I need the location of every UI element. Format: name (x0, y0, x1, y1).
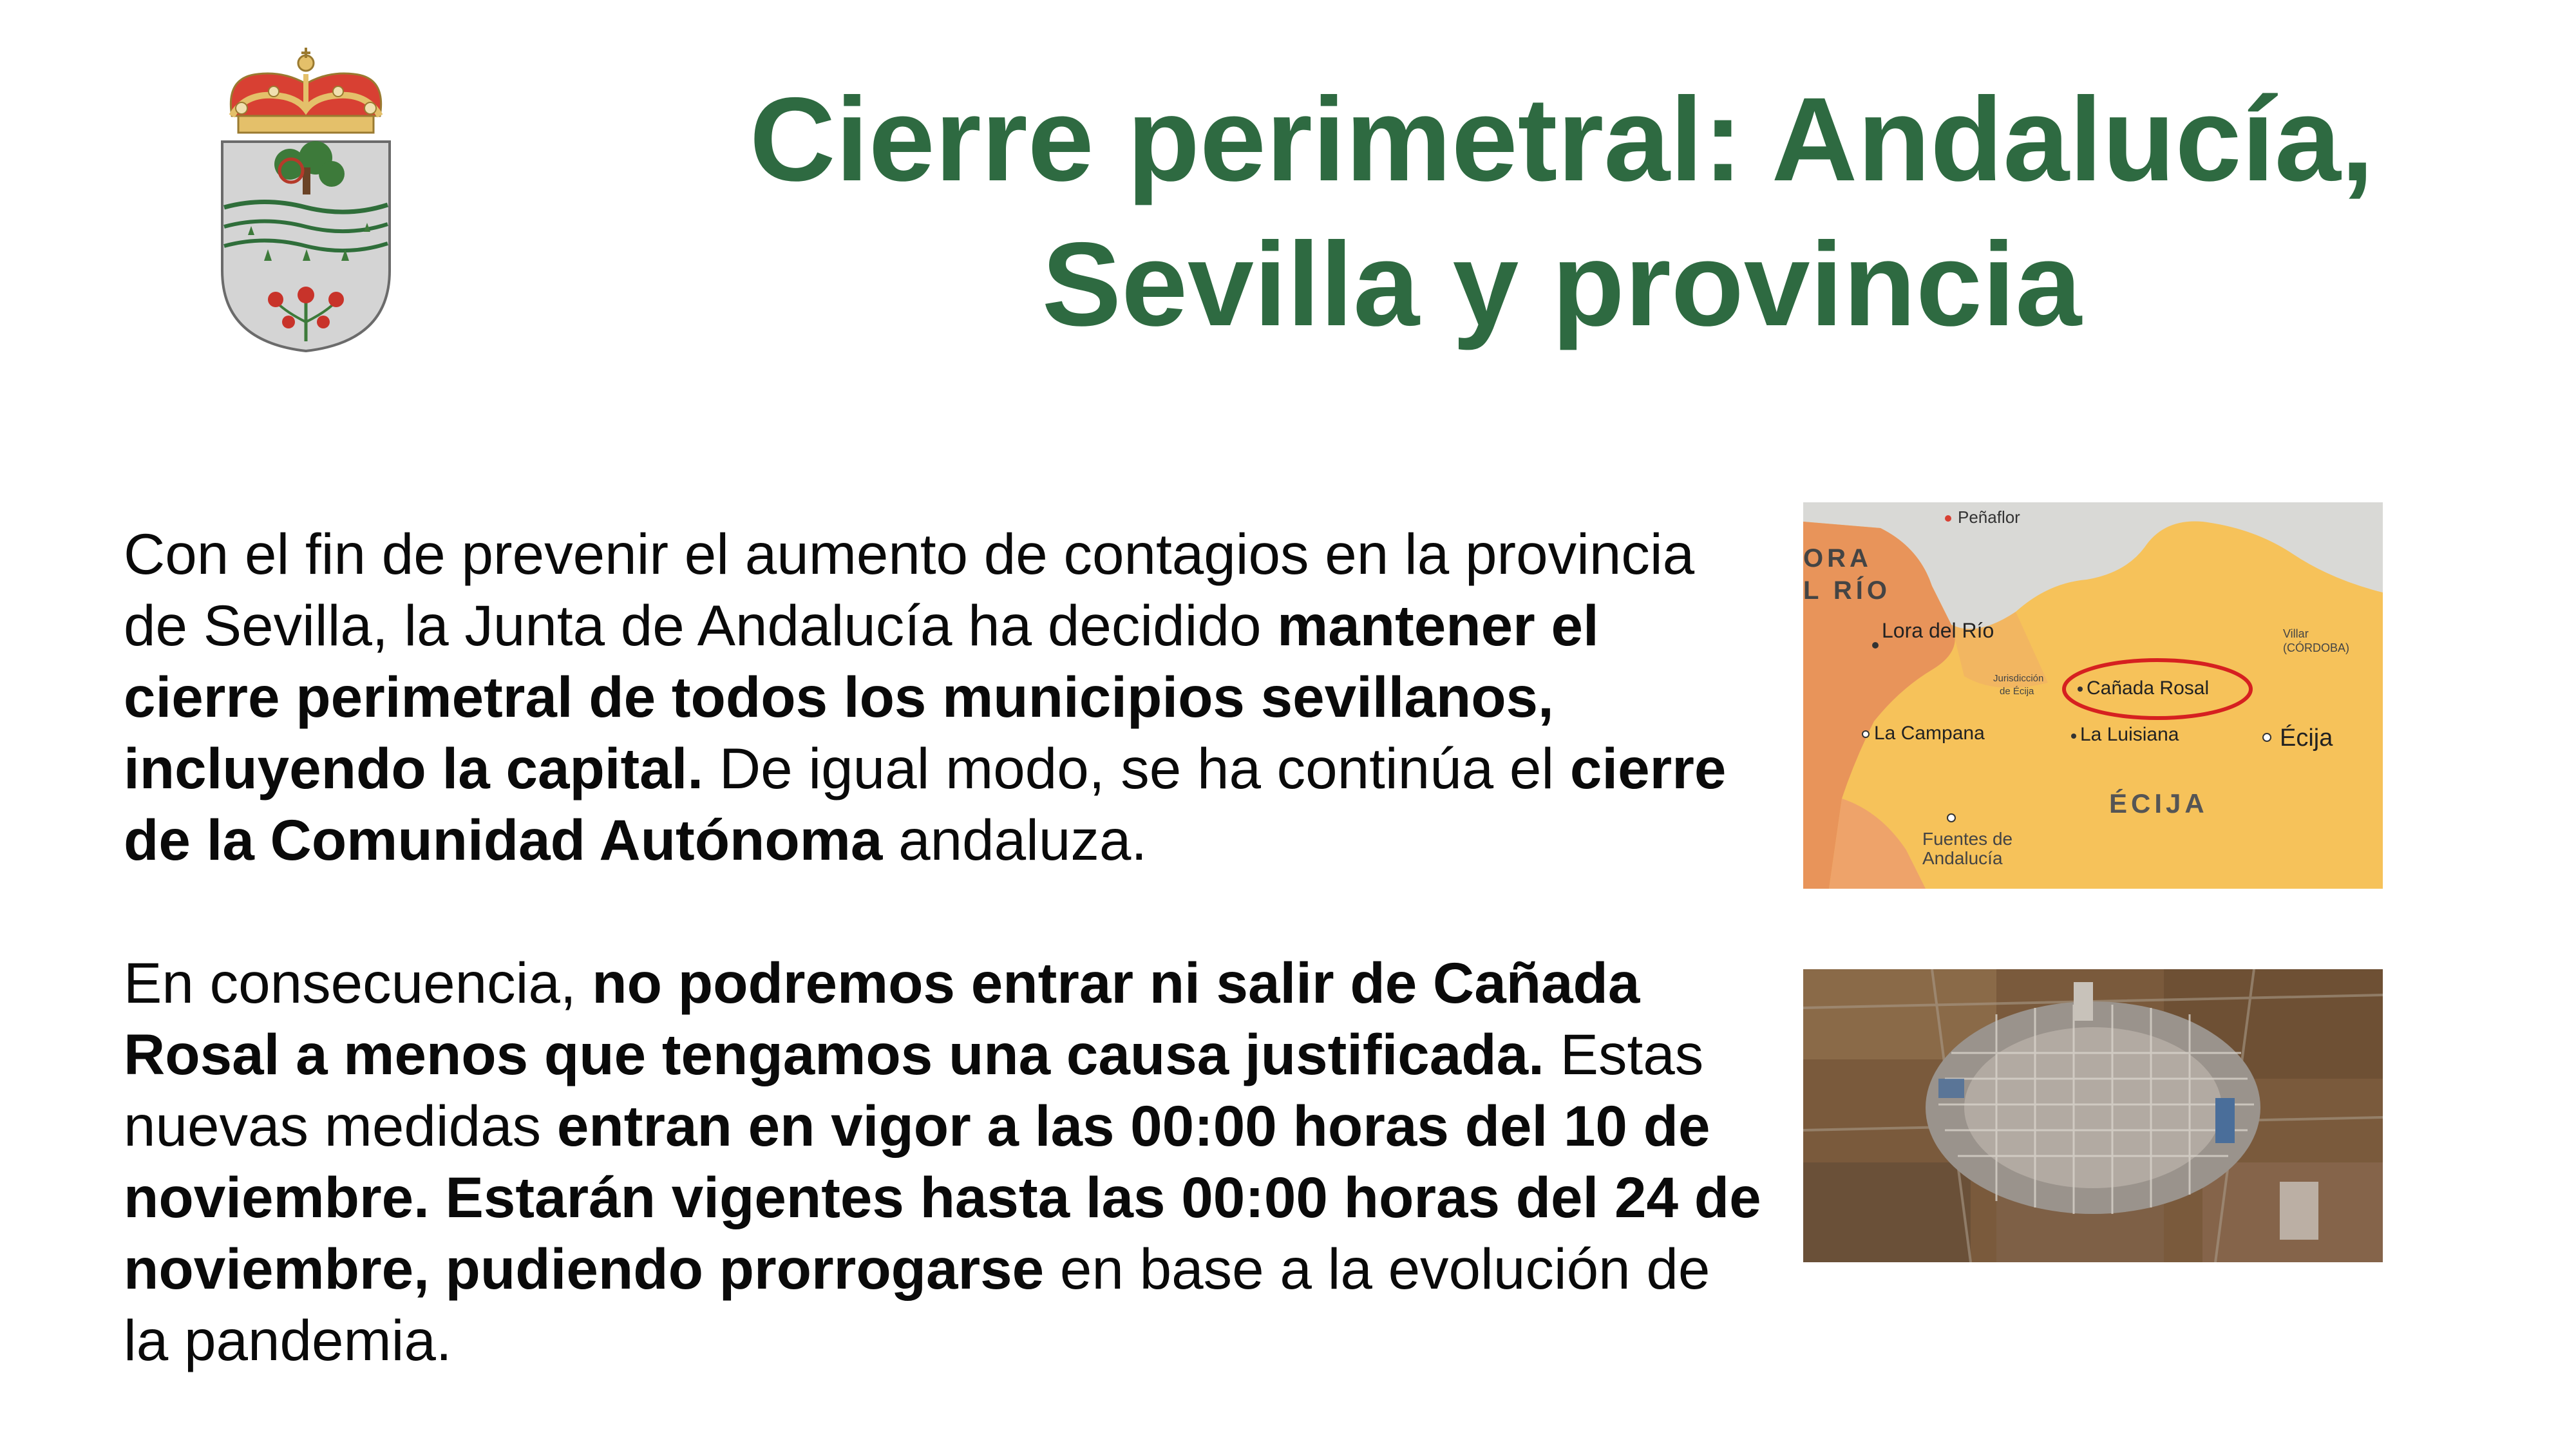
emphasis-dates: entran en vigor a las 00:00 horas del 10 de noviembre. Estarán vigentes hasta las 00:00 horas del 24 de noviembre, pudiendo prorrogarse (124, 1094, 1761, 1301)
map-label-lora: Lora del Río (1882, 619, 1994, 642)
map-label-jurisdiction: Jurisdicción (1993, 673, 2044, 684)
emphasis-closure: mantener el cierre perimetral de todos los municipios sevillanos, incluyendo la capital. (124, 593, 1599, 800)
map-label-la-campana: La Campana (1874, 723, 1985, 744)
crown-icon (231, 48, 381, 133)
announcement-body (124, 518, 1766, 1376)
emphasis-community: cierre de la Comunidad Autónoma (124, 736, 1727, 872)
emphasis-restriction: no podremos entrar ni salir de Cañada Rosal a menos que tengamos una causa justificada. (124, 951, 1640, 1086)
map-label-lrio: L RÍO (1803, 576, 1891, 605)
paragraph-consequences: En consecuencia, no podremos entrar ni salir de Cañada Rosal a menos que tengamos una causa justificada. Estas nuevas medidas entran en vigor a las 00:00 horas del 10 de noviembre. Estarán vigentes hasta las 00:00 horas del 24 de noviembre, pudiendo prorrogarse en base a la evolución de la pandemia. (124, 951, 1761, 1372)
map-label-jurisdiction-ecija: de Écija (2000, 686, 2034, 697)
shield-icon (222, 141, 390, 351)
coat-of-arms-icon (213, 39, 399, 361)
map-label-fuentes: Fuentes de (1922, 829, 2013, 849)
map-label-villar: Villar (2283, 627, 2309, 640)
title-line-1: Cierre perimetral: Andalucía, (749, 73, 2374, 206)
paragraph-closure: Con el fin de prevenir el aumento de contagios en la provincia de Sevilla, la Junta de Andalucía ha decidido mantener el cierre perimetral de todos los municipios sevillanos, incluyendo la capital. De igual modo, se ha continúa el cierre de la Comunidad Autónoma andaluza. (124, 522, 1727, 872)
map-label-la-luisiana: La Luisiana (2080, 724, 2179, 745)
title-line-2: Sevilla y provincia (1041, 218, 2082, 351)
map-label-ecija: Écija (2280, 724, 2333, 752)
region-map-image (1803, 502, 2383, 889)
map-label-canada-rosal: Cañada Rosal (2087, 677, 2210, 699)
map-label-penaflor: Peñaflor (1958, 507, 2020, 527)
map-label-villar-province: (CÓRDOBA) (2283, 641, 2349, 654)
map-label-ora: ORA (1803, 544, 1872, 573)
aerial-photo-image (1803, 969, 2383, 1262)
page-title (644, 68, 2479, 357)
map-label-ecija-region: ÉCIJA (2109, 788, 2208, 819)
map-label-andalucia: Andalucía (1922, 848, 2003, 868)
